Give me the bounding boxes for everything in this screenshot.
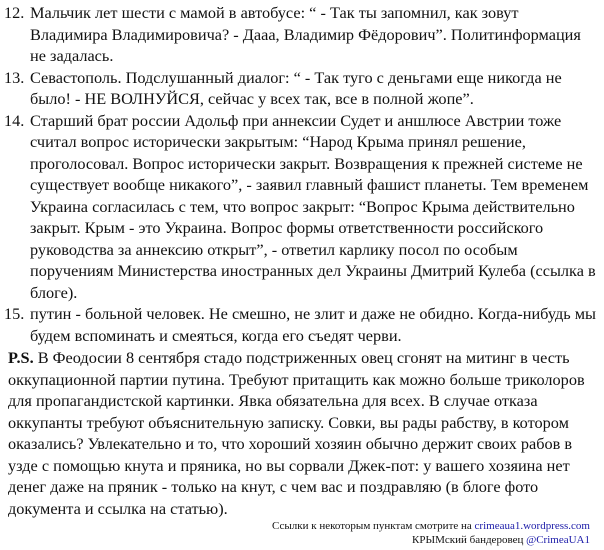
postscript-text: В Феодосии 8 сентября стадо подстриженных овец сгонят на митинг в честь оккупационной партии путина. Требуют притащить как можно больше триколоров для пропагандистской картинки. Явка обязательна для всех. В случае отказа оккупанты требуют объяснительную записку. Совки, вы рады рабству, в котором оказались? Увлекательно и то, что хороший хозяин обычно держит своих рабов в узде с помощью кнута и пряника, но вы сорвали Джек-пот: у вашего хозяина нет денег даже на пряник - только на кнут, с чем вас и поздравляю (в блоге фото документа и ссылка на статью). — [8, 348, 585, 518]
footer-line-author — [272, 533, 590, 547]
footer-author-prefix: КРЫМский бандеровец — [412, 534, 527, 546]
footer-line-links — [272, 519, 590, 533]
item-number: 15. — [4, 304, 25, 323]
list-item-12 — [0, 2, 604, 67]
item-text: путин - больной человек. Не смешно, не злит и даже не обидно. Когда-нибудь мы будем вспоминать и смеяться, когда его съедят черви. — [30, 304, 596, 345]
blog-link[interactable]: crimeaua1.wordpress.com — [474, 520, 590, 532]
footer-credits — [272, 519, 590, 547]
postscript-label: P.S. — [8, 348, 34, 367]
list-item-14 — [0, 110, 604, 304]
postscript — [0, 347, 604, 519]
item-number: 14. — [4, 110, 25, 130]
item-text: Старший брат россии Адольф при аннексии Судет и аншлюсе Австрии тоже считал вопрос исторически закрытым: “Народ Крыма принял решение, проголосовал. Вопрос исторически закрыт. Возвращения к прежней системе не существует вообще никакого”, - заявил главный фашист планеты. Тем временем Украина согласилась с тем, что вопрос закрыт: “Вопрос Крыма действительно закрыт. Крым - это Украина. Вопрос формы ответственности российского руководства за аннексию открыт”, - ответил карлику посол по особым поручениям Министерства иностранных дел Украины Дмитрий Кулеба (ссылка в блоге). — [30, 110, 596, 302]
author-handle-link[interactable]: @CrimeaUA1 — [526, 534, 590, 546]
item-number: 12. — [4, 3, 25, 22]
item-text: Мальчик лет шести с мамой в автобусе: “ - Так ты запомнил, как зовут Владимира Владимировича? - Дааа, Владимир Фёдорович”. Политинформация не задалась. — [30, 3, 581, 65]
item-number: 13. — [4, 67, 25, 87]
list-item-13 — [0, 67, 604, 110]
item-text: Севастополь. Подслушанный диалог: “ - Так туго с деньгами еще никогда не было! - НЕ ВОЛНУЙСЯ, сейчас у всех так, все в полной жопе”. — [30, 67, 562, 108]
footer-links-prefix: Ссылки к некоторым пунктам смотрите на — [272, 520, 475, 532]
list-item-15 — [0, 303, 604, 346]
